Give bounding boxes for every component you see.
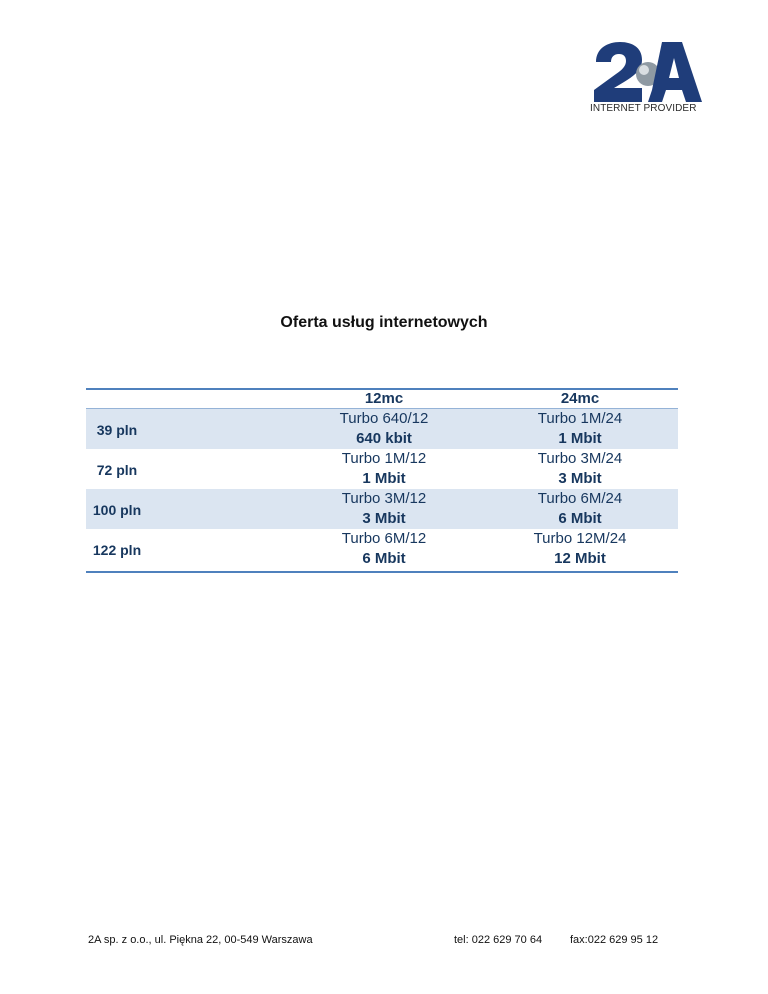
footer-phone: tel: 022 629 70 64 (454, 934, 543, 946)
offer-table (86, 388, 678, 574)
plan-speed: 3 Mbit (362, 510, 406, 527)
price-cell: 72 pln (96, 462, 138, 478)
plan-speed: 6 Mbit (362, 550, 406, 567)
plan-speed: 6 Mbit (558, 510, 602, 527)
company-logo (590, 40, 702, 120)
plan-name: Turbo 12M/24 (533, 530, 627, 547)
plan-name: Turbo 3M/24 (537, 450, 623, 467)
table-bottom-rule (86, 571, 678, 573)
plan-name: Turbo 6M/12 (341, 530, 427, 547)
footer-address: 2A sp. z o.o., ul. Piękna 22, 00-549 Warszawa (88, 934, 313, 946)
column-header: 12mc (364, 390, 404, 407)
logo-tagline: INTERNET PROVIDER (590, 103, 697, 114)
plan-name: Turbo 6M/24 (537, 490, 623, 507)
plan-speed: 1 Mbit (558, 430, 602, 447)
2a-logo-icon (590, 40, 702, 104)
price-cell: 122 pln (92, 542, 142, 558)
plan-speed: 12 Mbit (554, 550, 606, 567)
page-title: Oferta usług internetowych (280, 314, 488, 331)
price-cell: 39 pln (96, 422, 138, 438)
plan-name: Turbo 640/12 (339, 410, 429, 427)
price-cell: 100 pln (92, 502, 142, 518)
plan-name: Turbo 3M/12 (341, 490, 427, 507)
plan-speed: 640 kbit (356, 430, 412, 447)
plan-name: Turbo 1M/24 (537, 410, 623, 427)
plan-speed: 3 Mbit (558, 470, 602, 487)
column-header: 24mc (560, 390, 600, 407)
plan-speed: 1 Mbit (362, 470, 406, 487)
plan-name: Turbo 1M/12 (341, 450, 427, 467)
footer-fax: fax:022 629 95 12 (570, 934, 659, 946)
